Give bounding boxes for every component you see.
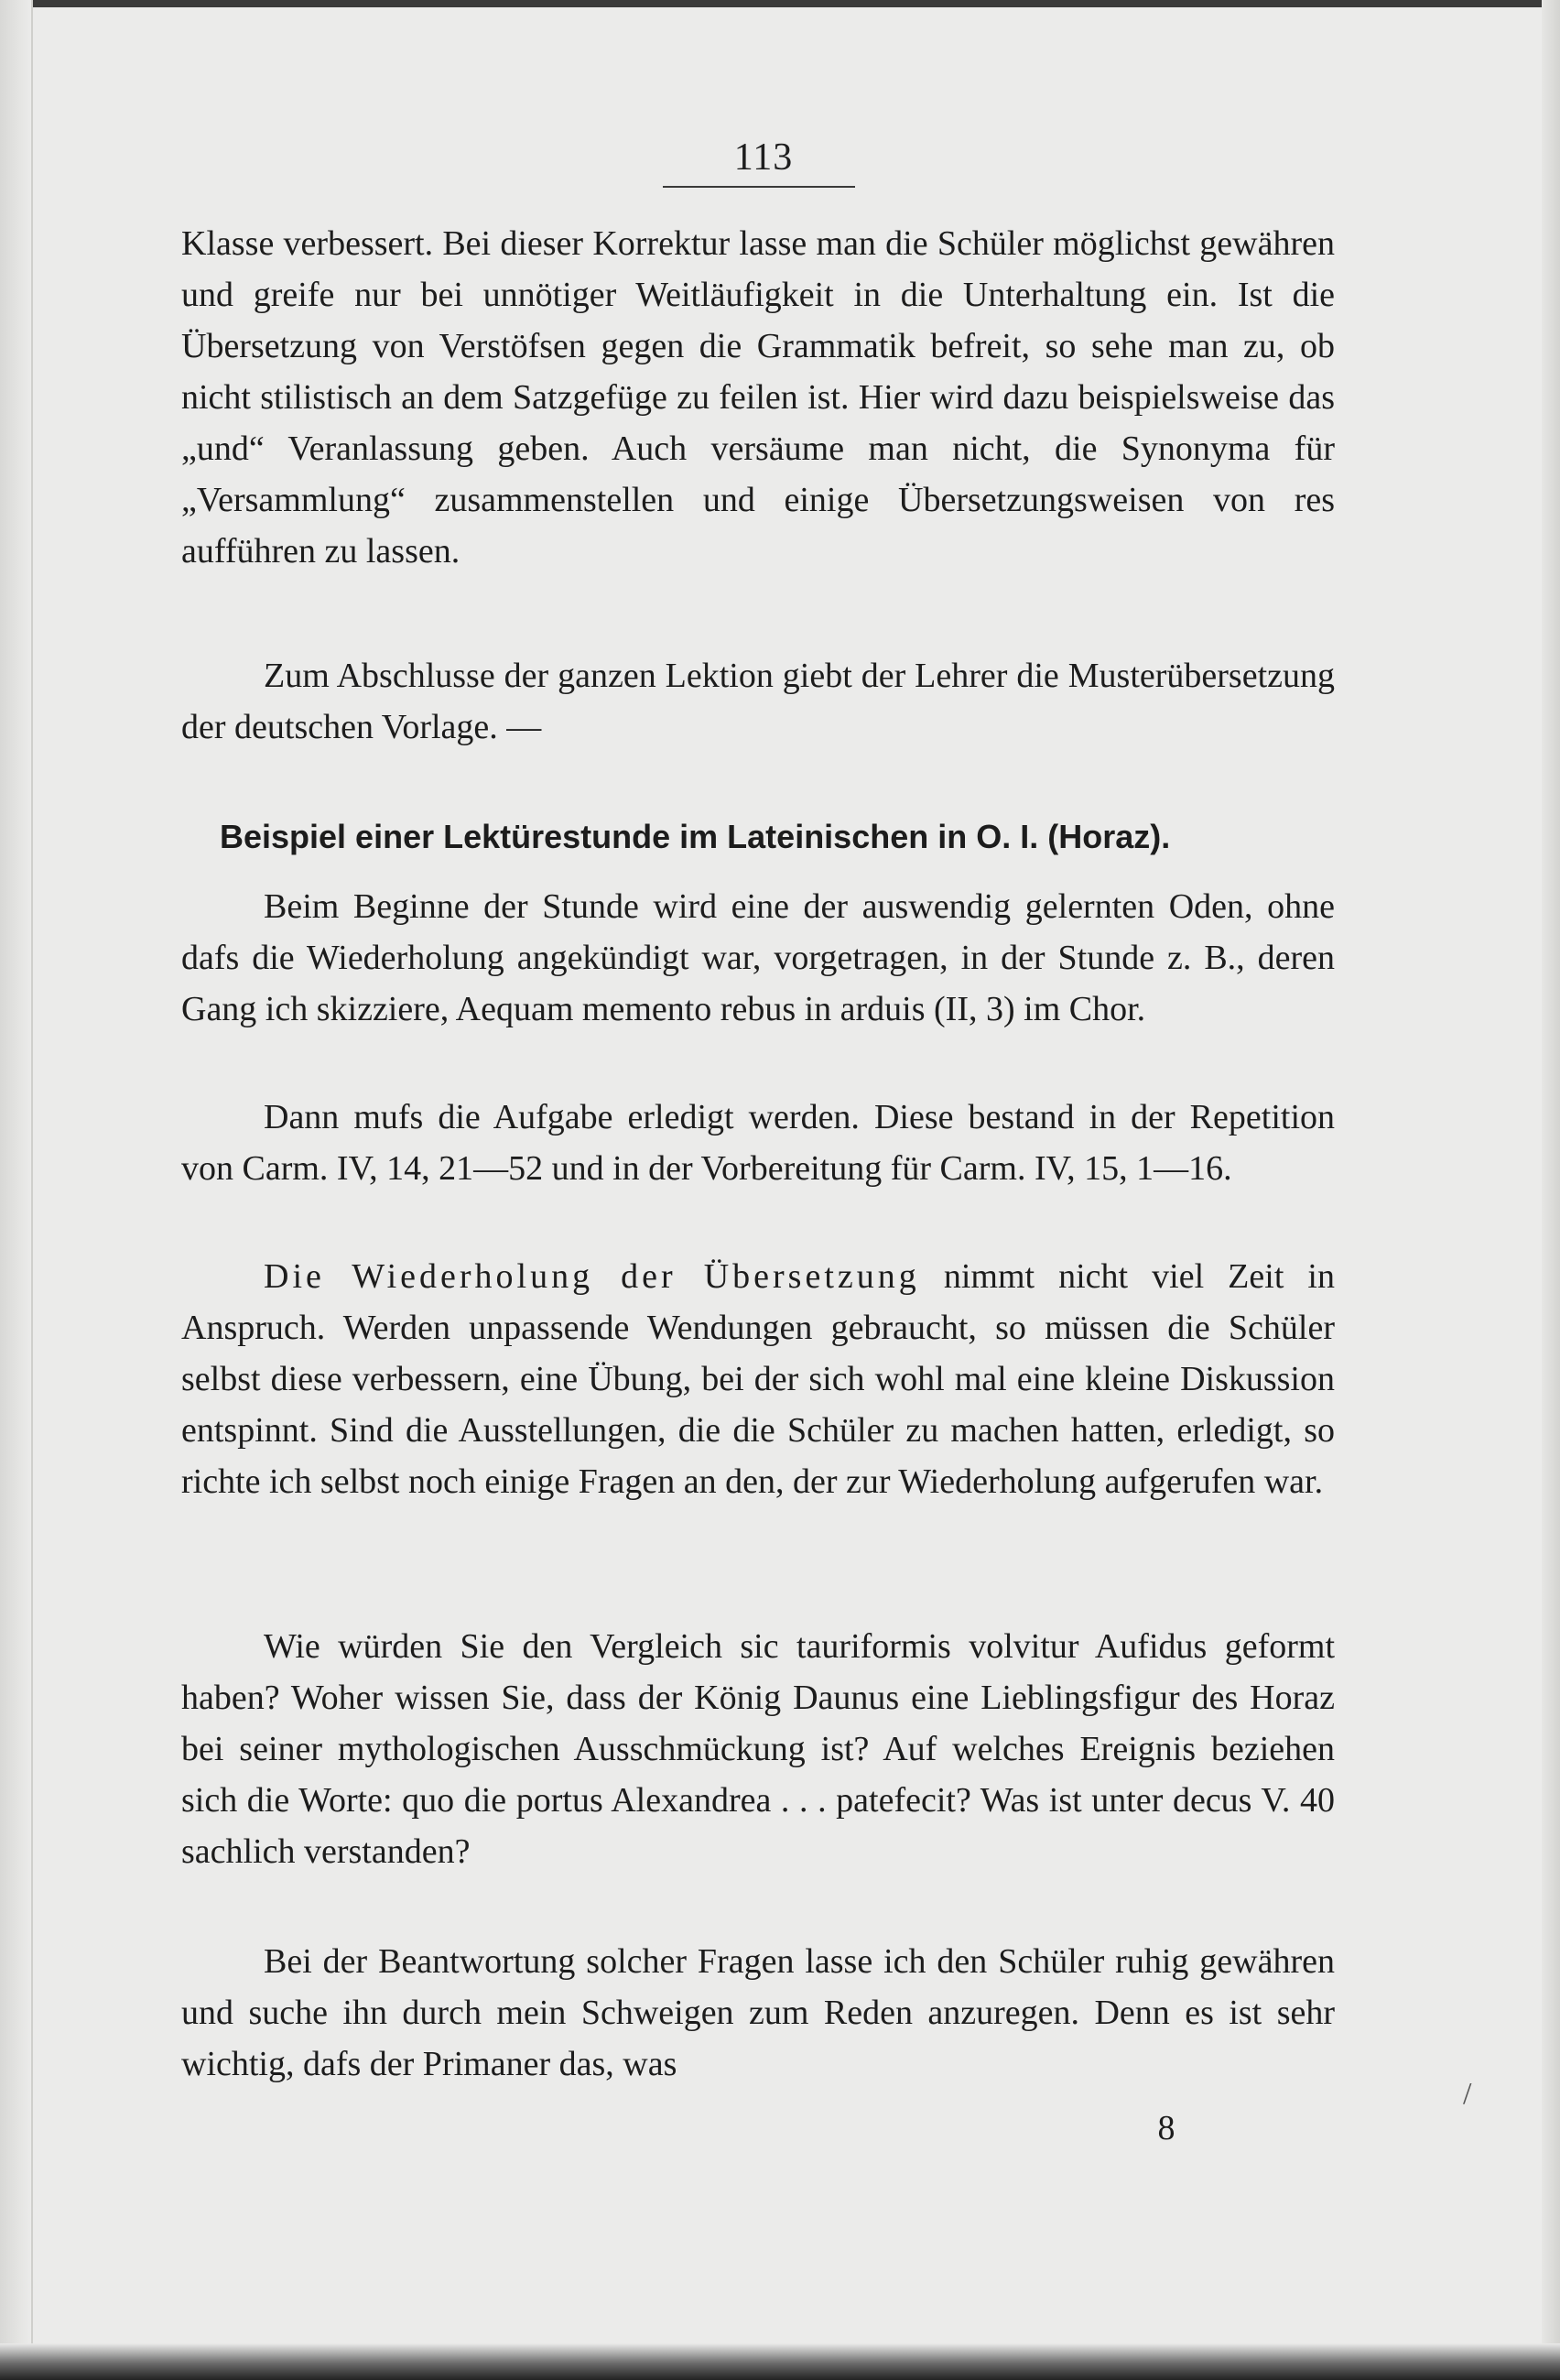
paragraph-5: [181, 1251, 1335, 1507]
paragraph-5-body: [181, 1251, 1335, 1507]
signature-number: 8: [1157, 2109, 1175, 2147]
scan-edge-bottom: [0, 2343, 1560, 2380]
paragraph-4: [181, 1092, 1335, 1194]
scan-edge-right: [1542, 0, 1560, 2380]
paragraph-5-text: nimmt nicht viel Zeit in Anspruch. Werden unpassende Wendungen gebraucht, so müssen die Schüler selbst diese verbessern, eine Übung, bei der sich wohl mal eine kleine Diskussion entspinnt. Sind die Ausstellungen, die die Schüler zu machen hatten, erledigt, so richte ich selbst noch einige Fragen an den, der zur Wiederholung aufgerufen war.: [181, 1257, 1335, 1501]
paragraph-1-text: Klasse verbessert. Bei dieser Korrektur lasse man die Schüler möglichst gewähren und greife nur bei unnötiger Weitläufigkeit in die Unterhaltung ein. Ist die Übersetzung von Verstöfsen gegen die Grammatik befreit, so sehe man zu, ob nicht stilistisch an dem Satzgefüge zu feilen ist. Hier wird dazu beispielsweise das „und“ Veranlassung geben. Auch versäume man nicht, die Synonyma für „Versammlung“ zusammenstellen und einige Übersetzungsweisen von res aufführen zu lassen.: [181, 224, 1335, 571]
paragraph-1: [181, 218, 1335, 577]
section-heading: Beispiel einer Lektürestunde im Lateinischen in O. I. (Horaz).: [220, 818, 1171, 855]
scan-edge-top: [0, 0, 1560, 7]
page-number: 113: [733, 136, 794, 179]
paragraph-4-text: Dann mufs die Aufgabe erledigt werden. Diese bestand in der Repetition von Carm. IV, 14, 21—52 und in der Vorbereitung für Carm. IV, 15, 1—16.: [181, 1098, 1335, 1188]
paragraph-3-text: Beim Beginne der Stunde wird eine der auswendig gelernten Oden, ohne dafs die Wiederholung angekündigt war, vorgetragen, in der Stunde z. B., deren Gang ich skizziere, Aequam memento rebus in arduis (II, 3) im Chor.: [181, 887, 1335, 1028]
paragraph-5-emphasis: Die Wiederholung der Übersetzung: [264, 1257, 920, 1296]
paragraph-6: [181, 1621, 1335, 1877]
paragraph-2: [181, 650, 1335, 753]
scan-edge-left: [0, 0, 33, 2380]
stray-pen-mark: /: [1463, 2077, 1472, 2111]
paragraph-2-text: Zum Abschlusse der ganzen Lektion giebt der Lehrer die Musterübersetzung der deutschen Vorlage. —: [181, 657, 1335, 746]
paragraph-3: [181, 881, 1335, 1035]
header-rule: [663, 186, 855, 188]
paragraph-7: [181, 1936, 1335, 2090]
paragraph-7-text: Bei der Beantwortung solcher Fragen lasse ich den Schüler ruhig gewähren und suche ihn durch mein Schweigen zum Reden anzuregen. Denn es ist sehr wichtig, dafs der Primaner das, was: [181, 1942, 1335, 2083]
paragraph-6-text: Wie würden Sie den Vergleich sic tauriformis volvitur Aufidus geformt haben? Woher wissen Sie, dass der König Daunus eine Lieblingsfigur des Horaz bei seiner mythologischen Ausschmückung ist? Auf welches Ereignis beziehen sich die Worte: quo die portus Alexandrea . . . patefecit? Was ist unter decus V. 40 sachlich verstanden?: [181, 1627, 1335, 1871]
